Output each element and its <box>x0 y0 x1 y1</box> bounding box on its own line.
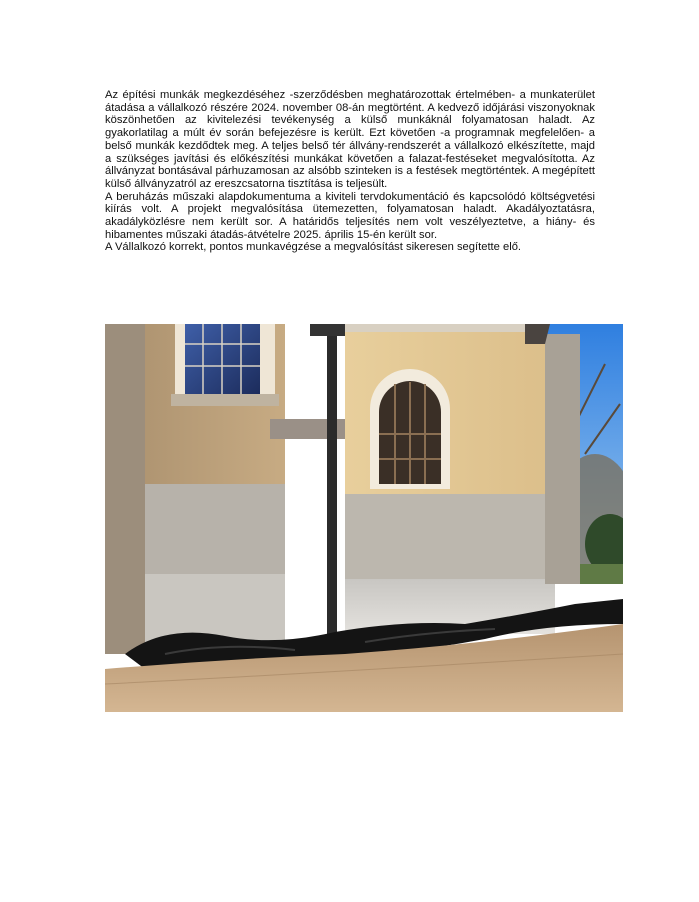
body-text <box>105 89 595 254</box>
paragraph-2: A beruházás műszaki alapdokumentuma a kiviteli tervdokumentáció és kapcsolódó költségvetési kiírás volt. A projekt megvalósítása ütemezetten, folyamatosan haladt. Akadályoztatásra, akadályközlésre nem került sor. A határidős teljesítés nem volt veszélyeztetve, a hiány- és hibamentes műszaki átadás-átvételre 2025. április 15-én került sor. <box>105 190 595 241</box>
paragraph-3: A Vállalkozó korrekt, pontos munkavégzése a megvalósítást sikeresen segítette elő. <box>105 241 522 254</box>
paragraph-1: Az építési munkák megkezdéséhez -szerződésben meghatározottak értelmében- a munkaterület átadása a vállalkozó részére 2024. november 08-án megtörtént. A kedvező időjárási viszonyoknak köszönhetően az kivitelezési tevékenység a külső munkáknál folyamatosan haladt. Az gyakorlatilag a múlt év során befejezésre is került. Ezt követően -a programnak megfelelően- a belső munkák kezdődtek meg. A teljes belső tér állvány-rendszerét a vállalkozó elkészítette, majd a szükséges javítási és előkészítési munkákat követően a falazat-festéseket megvalósította. Az állványzat bontásával párhuzamosan az alsóbb szinteken is a festések megtörténtek. A megépített külső állványzatról az ereszcsatorna tisztítása is teljesült. <box>105 89 595 190</box>
church-facade-photo <box>105 324 623 712</box>
